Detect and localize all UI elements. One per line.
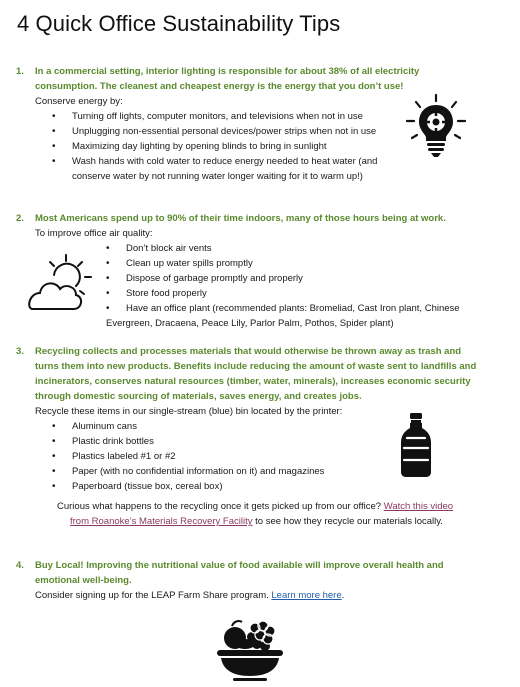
tip2-item5-continued: Evergreen, Dracaena, Peace Lily, Parlor Palm, Pothos, Spider plant) (106, 318, 394, 329)
list-item: • Plastics labeled #1 or #2 (52, 449, 476, 464)
watch-video-link-cont[interactable]: from Roanoke’s Materials Recovery Facility (70, 516, 253, 527)
after-link-text: to see how they recycle our materials locally. (252, 516, 443, 527)
list-item: • Paper (with no confidential information on it) and magazines (52, 464, 476, 479)
list-item: • Dispose of garbage promptly and properly (106, 271, 460, 286)
tip1-heading-line2: consumption. The cleanest and cheapest energy is the energy that you don’t use! (35, 81, 404, 92)
tip3-heading-line3: incinerators, conserves natural resources (timber, water, minerals), increases economic security (35, 376, 471, 387)
list-item: • Maximizing day lighting by opening blinds to bring in sunlight (52, 139, 419, 154)
watch-video-link[interactable]: Watch this video (383, 501, 454, 512)
tip2-intro: To improve office air quality: (35, 228, 153, 239)
tip3-number: 3. (16, 346, 24, 357)
lightbulb-gear-icon (404, 93, 468, 164)
tip1-number: 1. (16, 66, 24, 77)
tip2-number: 2. (16, 213, 24, 224)
sun-cloud-icon (24, 253, 94, 320)
list-item: • Don’t block air vents (106, 241, 460, 256)
tip2-list-block (106, 241, 460, 331)
fruit-basket-icon (215, 618, 285, 687)
list-item: • Store food properly (106, 286, 460, 301)
tip4-period: . (341, 590, 345, 601)
curious-text: Curious what happens to the recycling once it gets picked up from our office? (57, 501, 384, 512)
list-item: • Have an office plant (recommended plants: Bromeliad, Cast Iron plant, Chinese (106, 301, 460, 316)
tip3-heading-line2: turns them into new products. Benefits include reducing the amount of waste sent to landfills and (35, 361, 477, 372)
tip3-recycling-note (57, 499, 453, 529)
tip1-section (35, 64, 419, 184)
tip2-section (35, 211, 446, 241)
list-item: • Plastic drink bottles (52, 434, 476, 449)
tip3-heading-line1: Recycling collects and processes materials that would otherwise be thrown away as trash and (35, 346, 462, 357)
tip4-text: Consider signing up for the LEAP Farm Share program. (35, 590, 272, 601)
list-item: • Clean up water spills promptly (106, 256, 460, 271)
tip3-intro: Recycle these items in our single-stream (blue) bin located by the printer: (35, 406, 343, 417)
tip2-heading: Most Americans spend up to 90% of their time indoors, many of those hours being at work. (35, 213, 446, 224)
page-title: 4 Quick Office Sustainability Tips (17, 11, 341, 36)
tip4-number: 4. (16, 560, 24, 571)
list-item: • Turning off lights, computer monitors, and televisions when not in use (52, 109, 419, 124)
tip4-section (35, 558, 444, 603)
tip1-heading-line1: In a commercial setting, interior lighting is responsible for about 38% of all electricity (35, 66, 420, 77)
learn-more-link[interactable]: Learn more here (271, 590, 342, 601)
tip2-list (106, 241, 460, 316)
tip4-heading-line2: emotional well-being. (35, 575, 132, 586)
tip1-list (52, 109, 419, 169)
list-item: • Wash hands with cold water to reduce energy needed to heat water (and (52, 154, 419, 169)
list-item: • Unplugging non-essential personal devices/power strips when not in use (52, 124, 419, 139)
tip1-item4-continued: conserve water by not running water longer waiting for it to warm up!) (72, 171, 363, 182)
list-item: • Aluminum cans (52, 419, 476, 434)
tip1-intro: Conserve energy by: (35, 96, 123, 107)
tip4-heading-line1: Buy Local! Improving the nutritional value of food available will improve overall health and (35, 560, 444, 571)
list-item: • Paperboard (tissue box, cereal box) (52, 479, 476, 494)
tip3-heading-line4: through domestic sourcing of materials, saves energy, and creates jobs. (35, 391, 362, 402)
plastic-bottle-icon (399, 412, 433, 483)
